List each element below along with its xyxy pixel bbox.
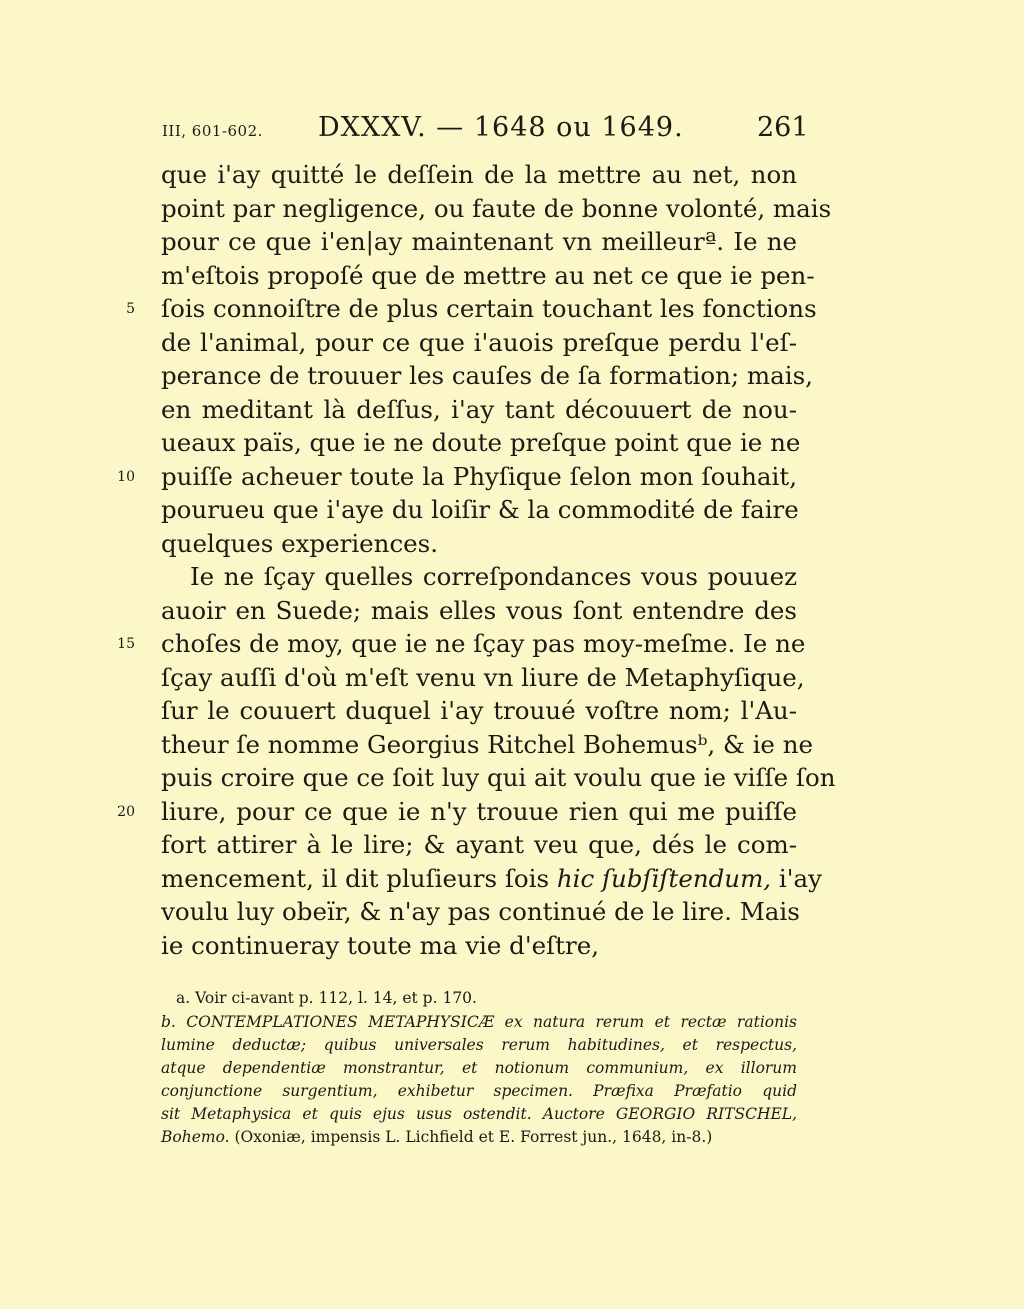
text-segment: (Oxoniæ, impensis L. Lichfield et E. Forrest jun., 1648, in-8.) [234, 1128, 713, 1146]
line-number: 15 [117, 636, 135, 652]
text-line: theur ſe nomme Georgius Ritchel Bohemusᵇ, & ie ne [161, 730, 813, 759]
text-line: m'eſtois propoſé que de mettre au net ce que ie pen- [161, 261, 815, 290]
footnote-b-line [161, 1126, 797, 1148]
page-number: 261 [757, 112, 809, 143]
text-line: ie continueray toute ma vie d'eſtre, [161, 931, 599, 960]
footnote-a: a. Voir ci-avant p. 112, l. 14, et p. 170. [176, 989, 477, 1007]
line-number: 20 [117, 804, 135, 820]
italic-phrase: hic ſubſiſtendum, [556, 864, 772, 893]
volume-reference: III, 601-602. [162, 122, 263, 140]
text-line: ſur le couuert duquel i'ay trouué voſtre nom; l'Au- [161, 696, 797, 725]
text-line: que i'ay quitté le deſſein de la mettre au net, non [161, 160, 797, 189]
text-line: puiſſe acheuer toute la Phyſique ſelon mon ſouhait, [161, 462, 797, 491]
running-head [0, 112, 1024, 152]
text-line: fort attirer à le lire; & ayant veu que, dés le com- [161, 830, 797, 859]
text-line: puis croire que ce ſoit luy qui ait voulu que ie viſſe ſon [161, 763, 836, 792]
text-line: pourueu que i'aye du loiſir & la commodité de faire [161, 495, 799, 524]
text-segment: mencement, il dit pluſieurs ſois [161, 864, 550, 893]
text-line: quelques experiences. [161, 529, 439, 558]
text-line: ueaux païs, que ie ne doute preſque point que ie ne [161, 428, 801, 457]
text-line: liure, pour ce que ie n'y trouue rien qui me puiſſe [161, 797, 797, 826]
text-line: perance de trouuer les cauſes de ſa formation; mais, [161, 361, 813, 390]
text-line: voulu luy obeïr, & n'ay pas continué de le lire. Mais [161, 897, 800, 926]
text-line: auoir en Suede; mais elles vous ſont entendre des [161, 596, 797, 625]
text-line-with-italic [161, 862, 822, 896]
italic-word: Bohemo. [161, 1128, 230, 1146]
footnote-b-line: sit Metaphysica et quis ejus usus ostendit. Auctore GEORGIO RITSCHEL, [161, 1105, 797, 1123]
text-line: ſçay auſſi d'où m'eſt venu vn liure de Metaphyſique, [161, 663, 805, 692]
line-number: 10 [117, 469, 135, 485]
text-line: pour ce que i'en|ay maintenant vn meilleurª. Ie ne [161, 227, 797, 256]
text-line: en meditant là deſſus, i'ay tant découuert de nou- [161, 395, 797, 424]
footnote-b-line: lumine deductæ; quibus universales rerum habitudines, et respectus, [161, 1036, 797, 1054]
line-number: 5 [126, 301, 135, 317]
text-line: de l'animal, pour ce que i'auois preſque perdu l'eſ- [161, 328, 797, 357]
text-line: point par negligence, ou faute de bonne volonté, mais [161, 194, 832, 223]
letter-heading: DXXXV. — 1648 ou 1649. [318, 112, 684, 143]
footnote-b-line: conjunctione surgentium, exhibetur specimen. Præfixa Præfatio quid [161, 1082, 797, 1100]
text-line: ſois connoiſtre de plus certain touchant les fonctions [161, 294, 817, 323]
text-line: choſes de moy, que ie ne ſçay pas moy-meſme. Ie ne [161, 629, 806, 658]
footnote-b-line: b. CONTEMPLATIONES METAPHYSICÆ ex natura rerum et rectæ rationis [161, 1013, 797, 1031]
text-segment: i'ay [778, 864, 822, 893]
footnote-b-line: atque dependentiæ monstrantur, et notionum communium, ex illorum [161, 1059, 797, 1077]
text-line: Ie ne ſçay quelles correſpondances vous pouuez [190, 562, 797, 591]
